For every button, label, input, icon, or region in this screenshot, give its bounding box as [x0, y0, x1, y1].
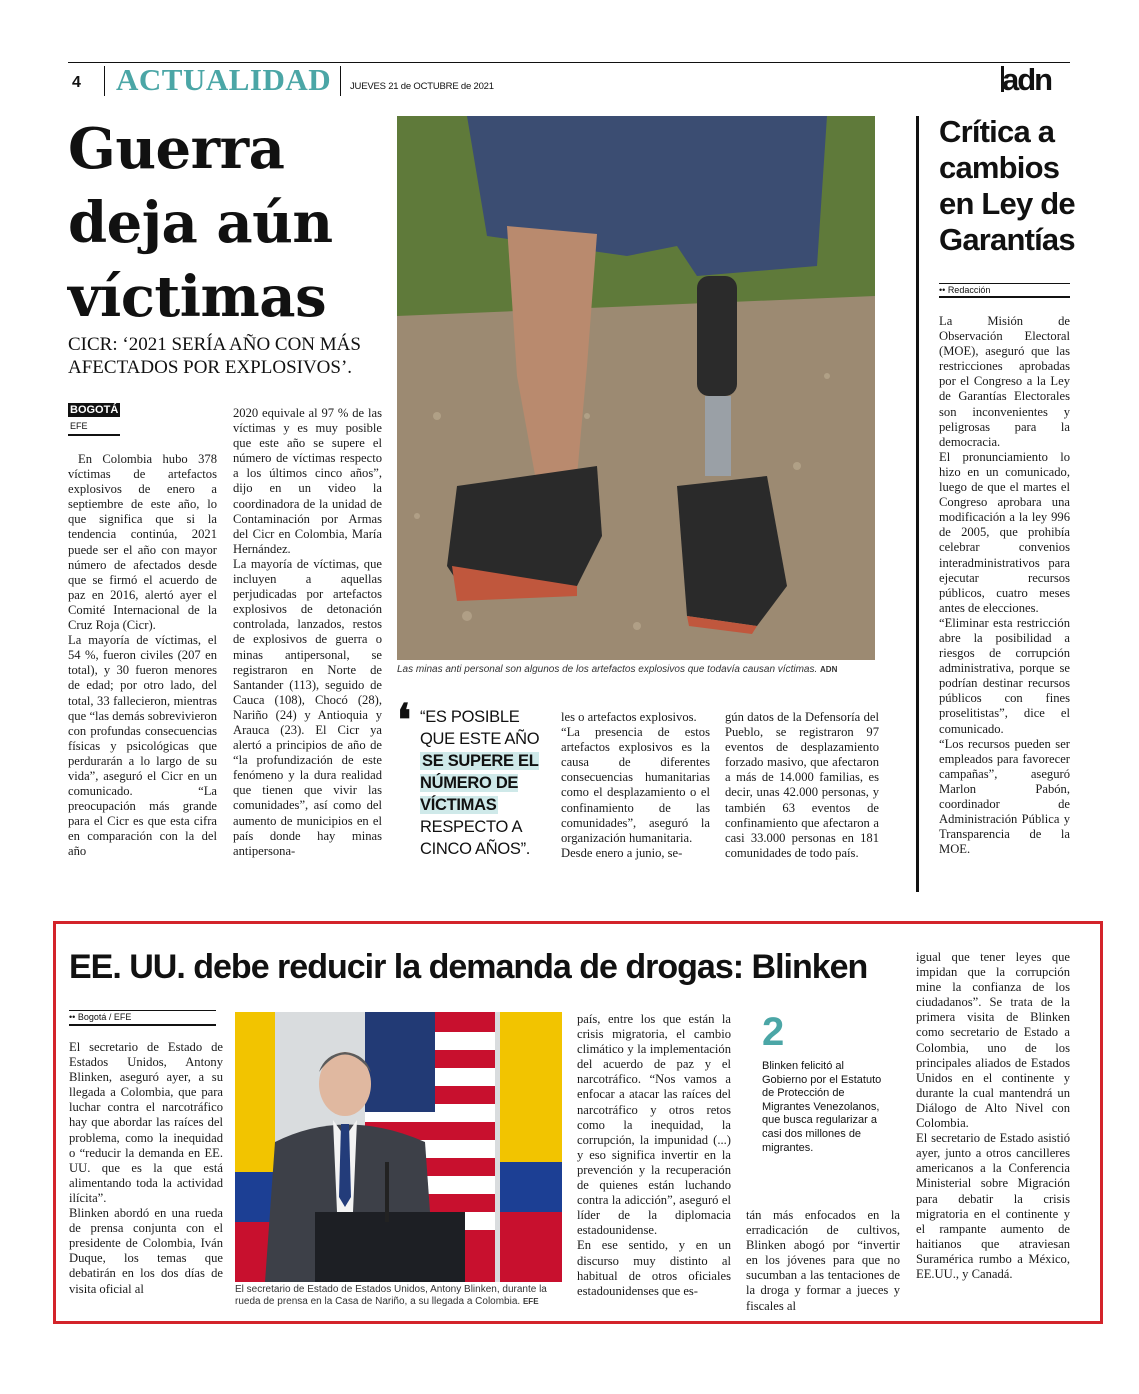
pull-quote-end: RESPECTO A CINCO AÑOS”. — [420, 818, 531, 858]
sidebar-headline: Crítica a cambios en Ley de Garantías — [939, 114, 1075, 257]
byline-rule — [68, 434, 120, 436]
byline-rule — [69, 1010, 216, 1011]
source-tag: EFE — [70, 421, 88, 431]
sidebar-byline-rule — [939, 283, 1070, 284]
prosthetic-leg-photo — [397, 116, 875, 660]
page-number: 4 — [72, 74, 81, 91]
bottom-source: •• Bogotá / EFE — [69, 1012, 132, 1022]
byline-rule — [69, 1024, 216, 1026]
section-name: ACTUALIDAD — [116, 62, 332, 97]
header-separator — [340, 66, 341, 96]
article-column-4: gún datos de la Defensoría del Pueblo, se registraron 97 eventos de desplazamiento forzado masivo, que afectaron a más de 14.000 familias, es decir, unas 42.000 personas, y también 63 eventos de confinamiento que afectaron a casi 33.000 personas en 181 comunidades de todo país. — [725, 710, 879, 860]
issue-date: JUEVES 21 de OCTUBRE de 2021 — [350, 81, 494, 92]
factoid-text: Blinken felicitó al Gobierno por el Estatuto de Protección de Migrantes Venezolanos, que busca regularizar a casi dos millones de migrantes. — [762, 1060, 882, 1154]
photo-caption: Las minas anti personal son algunos de los artefactos explosivos que todavía causan víctimas. ADN — [397, 664, 838, 675]
bottom-column-1: El secretario de Estado de Estados Unidos, Antony Blinken, aseguró ayer, a su llegada a Colombia, que para luchar contra el narcotráfico hay que abordar las raíces del problema, como la inequidad o “reducir la demanda en EE. UU. que es la que está alimentando toda la actividad ilícita”. Blinken abordó en una rueda de prensa conjunta con el presidente de Colombia, Iván Duque, los temas que debatirán en los dos días de visita oficial al — [69, 1040, 223, 1296]
article-column-1: En Colombia hubo 378 víctimas de artefactos explosivos de enero a septiembre de este año, lo que significa que si la tendencia continúa, 2021 puede ser el año con mayor número de afectados desde que se firmó el acuerdo de paz en 2016, alertó ayer el Comité Internacional de la Cruz Roja (Cicr). La mayoría de víctimas, el 54 %, fueron civiles (207 en total), y 30 fueron menores de edad; por otro lado, del total, 33 fallecieron, mientras que “las demás sobrevivieron con profundas consecuencias físicas y psicológicas que perdurarán a lo largo de su vida”, aseguró el Cicr en un comunicado. “La preocupación más grande para el Cicr es que esta cifra en comparación con la del año — [68, 452, 217, 859]
main-subheadline: CICR: ‘2021 SERÍA AÑO CON MÁS AFECTADOS POR EXPLOSIVOS’. — [68, 334, 361, 378]
sidebar-source: •• Redacción — [939, 285, 991, 295]
article-column-2: 2020 equivale al 97 % de las víctimas y es muy posible que este año se supere el número de víctimas respecto a los últimos cinco años”, dijo en un video la coordinadora de la unidad de Contaminación por Armas del Cicr en Colombia, María Hernández. La mayoría de víctimas, que incluyen a aquellas perjudicadas por artefactos explosivos de detonación controlada, lanzados, restos de explosivos de guerra o minas antipersonal, se registraron en Norte de Santander (113), seguido de Cauca (108), Chocó (28), Nariño (24) y Antioquia y Arauca (23). El Cicr ya alertó a principios de año de “la profundización de este fenómeno y la dura realidad que tienen que vivir las comunidades”, así como del aumento de municipios en el país donde hay minas antipersona- — [233, 406, 382, 858]
pull-quote-highlight: SE SUPERE EL NÚMERO DE VÍCTIMAS — [420, 752, 539, 814]
photo-credit: EFE — [522, 1297, 539, 1306]
main-headline: Guerra deja aún víctimas — [68, 116, 333, 330]
factoid-number: 2 — [762, 1010, 785, 1054]
location-tag: BOGOTÁ — [70, 404, 119, 416]
adn-logo: adn — [1002, 62, 1052, 97]
pull-quote-start: “ES POSIBLE QUE ESTE AÑO — [420, 708, 540, 748]
pull-quote — [420, 706, 545, 860]
photo-caption: El secretario de Estado de Estados Unidos, Antony Blinken, durante la rueda de prensa en la Casa de Nariño, a su llegada a Colombia. EFE — [235, 1284, 547, 1307]
blinken-photo — [235, 1012, 562, 1282]
bottom-headline: EE. UU. debe reducir la demanda de drogas: Blinken — [69, 948, 868, 986]
sidebar-rule — [916, 116, 919, 892]
quote-mark-icon: ❛ — [397, 695, 412, 746]
article-column-3: les o artefactos explosivos. “La presencia de estos artefactos explosivos es la causa de diferentes consecuencias humanitarias como el desplazamiento o el confinamiento de las comunidades”, aseguró la organización humanitaria. Desde enero a junio, se- — [561, 710, 710, 860]
bottom-column-4: igual que tener leyes que impidan que la corrupción mine la confianza de los ciudadanos”. Se trata de la primera visita de Blinken como secretario de Estado a Colombia, uno de los principales aliados de Estados Unidos en el continente y durante la cual mantendrá un Diálogo de Alto Nivel con Colombia. El secretario de Estado asistió ayer, junto a otros cancilleres americanos a la Conferencia Ministerial sobre Migración para debatir la crisis migratoria en el continente y el rampante aumento de haitianos que atraviesan Suramérica rumbo a México, EE.UU., y Canadá. — [916, 950, 1070, 1281]
header-separator — [104, 66, 105, 96]
sidebar-body: La Misión de Observación Electoral (MOE), aseguró que las restricciones aprobadas por el Congreso a la Ley de Garantías Electorales son inconvenientes y peligrosas para la democracia. El pronunciamiento lo hizo en un comunicado, luego de que el martes el Congreso aprobara una modificación a la ley 996 de 2005, que prohibía celebrar convenios interadministrativos para ejecutar recursos públicos, cuatro meses antes de elecciones. “Eliminar esta restricción abre la posibilidad a riesgos de corrupción administrativa, porque se podrían destinar recursos públicos con fines proselitistas”, dice el comunicado. “Los recursos pueden ser empleados para favorecer campañas”, aseguró Marlon Pabón, coordinador de Administración Pública y Transparencia de la MOE. — [939, 314, 1070, 857]
photo-credit: ADN — [820, 665, 838, 674]
sidebar-byline-rule — [939, 296, 1070, 298]
bottom-column-2: país, entre los que están la crisis migratoria, el cambio climático y la implementación del acuerdo de paz y el narcotráfico. “Nos vamos a enfocar a atacar las raíces del narcotráfico y otros retos como la inequidad, la corrupción, la impunidad (...) y eso significa invertir en la prevención y la recuperación de quienes están luchando contra la adicción”, aseguró el líder de la diplomacia estadounidense. En ese sentido, y en un discurso muy distinto al habitual de otros oficiales estadounidenses que es- — [577, 1012, 731, 1298]
bottom-column-3: tán más enfocados en la erradicación de cultivos, Blinken abogó por “invertir en los jóvenes para que no sucumban a las tentaciones de la droga y formar a jueces y fiscales al — [746, 1208, 900, 1313]
